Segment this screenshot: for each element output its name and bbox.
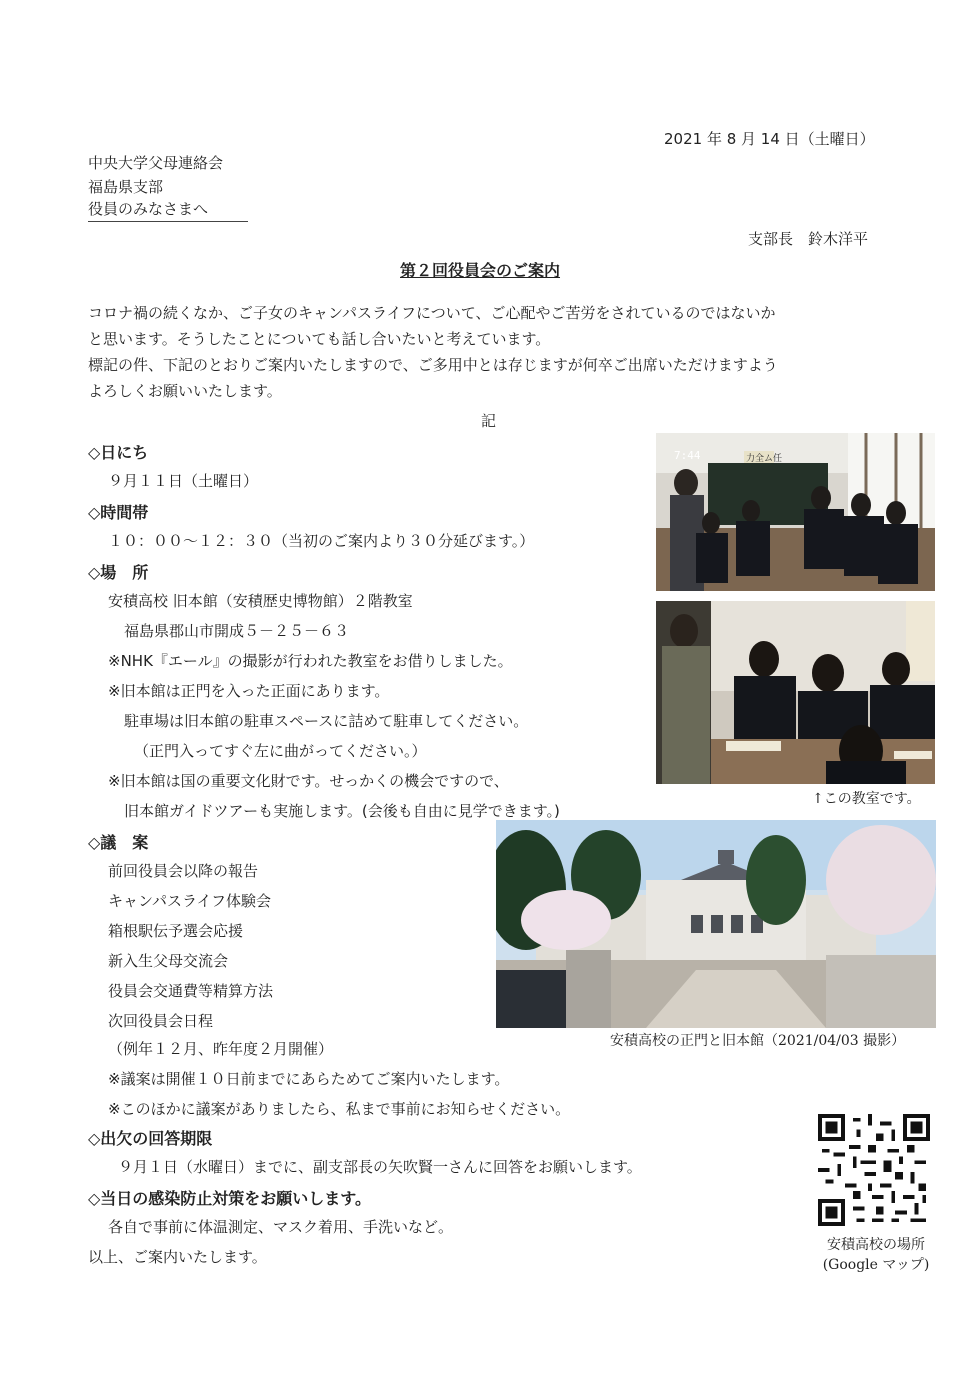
closing-text: 以上、ご案内いたします。 [88, 1248, 267, 1266]
intro-line-2: と思います。そうしたことについても話し合いたいと考えています。 [88, 330, 551, 348]
recipient-addressee: 役員のみなさまへ [88, 198, 248, 222]
qr-code[interactable] [818, 1114, 930, 1226]
intro-line-4: よろしくお願いいたします。 [88, 382, 282, 400]
agenda-item: 箱根駅伝予選会応援 [108, 922, 244, 940]
agenda-item: 次回役員会日程 [108, 1012, 214, 1030]
time-heading: ◇時間帯 [88, 503, 149, 522]
place-note-location: ※旧本館は正門を入った正面にあります。 [108, 682, 390, 700]
time-value: １０：００～１２：３０（当初のご案内より３０分延びます。） [108, 532, 535, 550]
place-venue: 安積高校 旧本館（安積歴史博物館）２階教室 [108, 592, 413, 610]
qr-caption-title: 安積高校の場所 [827, 1237, 925, 1253]
agenda-item: 前回役員会以降の報告 [108, 862, 259, 880]
school-gate-photo [496, 820, 936, 1028]
place-note-nhk: ※NHK『エール』の撮影が行われた教室をお借りしました。 [108, 652, 513, 670]
agenda-note-proposals: ※このほかに議案がありましたら、私まで事前にお知らせください。 [108, 1100, 571, 1118]
document-title: 第２回役員会のご案内 [400, 261, 561, 280]
agenda-note-advance: ※議案は開催１０日前までにあらためてご案内いたします。 [108, 1070, 510, 1088]
classroom-sign-text: 力全ム任 [746, 454, 783, 464]
recipient-organization: 中央大学父母連絡会 [88, 154, 224, 172]
place-note-heritage: ※旧本館は国の重要文化財です。せっかくの機会ですので、 [108, 772, 509, 790]
document-date: 2021 年 8 月 14 日（土曜日） [664, 130, 875, 148]
agenda-schedule-note: （例年１２月、昨年度２月開催） [108, 1040, 334, 1058]
school-gate-caption: 安積高校の正門と旧本館（2021/04/03 撮影） [610, 1033, 906, 1049]
classroom-photo-caption: ↑この教室です。 [812, 791, 921, 807]
rsvp-heading: ◇出欠の回答期限 [88, 1129, 213, 1148]
place-note-turn-left: （正門入ってすぐ左に曲がってください。） [134, 742, 427, 760]
agenda-item: 役員会交通費等精算方法 [108, 982, 274, 1000]
infection-heading: ◇当日の感染防止対策をお願いします。 [88, 1189, 372, 1208]
place-address: 福島県郡山市開成５－２５－６３ [124, 622, 350, 640]
agenda-item: 新入生父母交流会 [108, 952, 229, 970]
qr-caption-subtitle: (Google マップ) [822, 1257, 930, 1273]
agenda-item: キャンパスライフ体験会 [108, 892, 272, 910]
ki-marker: 記 [481, 412, 497, 430]
qr-code-graphic [818, 1114, 930, 1226]
sender-name: 支部長 鈴木洋平 [748, 230, 869, 248]
place-note-parking: 駐車場は旧本館の駐車スペースに詰めて駐車してください。 [124, 712, 529, 730]
intro-line-1: コロナ禍の続くなか、ご子女のキャンパスライフについて、ご心配やご苦労をされているのではないか [88, 304, 776, 322]
recipient-branch: 福島県支部 [88, 178, 164, 196]
intro-line-3: 標記の件、下記のとおりご案内いたしますので、ご多用中とは存じますが何卒ご出席いただけますよう [88, 356, 778, 374]
classroom-photo-2 [656, 601, 935, 784]
agenda-heading: ◇議 案 [88, 833, 149, 852]
place-note-tour: 旧本館ガイドツアーも実施します。(会後も自由に見学できます。) [124, 802, 560, 820]
classroom-photo-1 [656, 433, 935, 591]
photo-timecode: 7:44 [674, 449, 701, 462]
date-value: ９月１１日（土曜日） [108, 472, 259, 490]
date-heading: ◇日にち [88, 443, 149, 462]
infection-value: 各自で事前に体温測定、マスク着用、手洗いなど。 [108, 1218, 454, 1236]
rsvp-value: ９月１日（水曜日）までに、副支部長の矢吹賢一さんに回答をお願いします。 [118, 1158, 642, 1176]
place-heading: ◇場 所 [88, 563, 149, 582]
